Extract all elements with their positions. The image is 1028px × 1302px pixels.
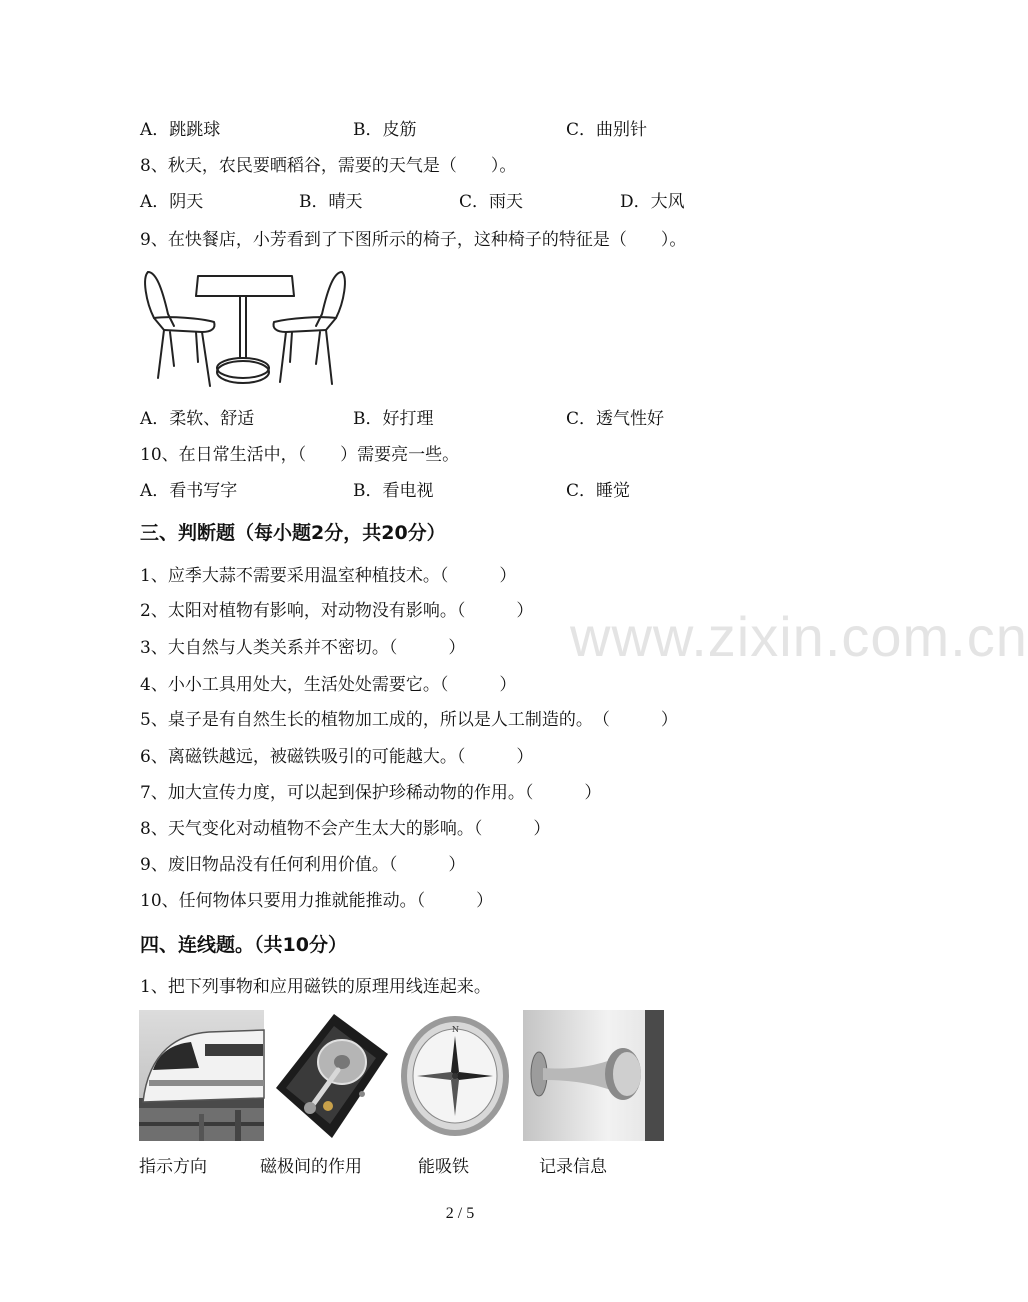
match-question-1: 1、把下列事物和应用磁铁的原理用线连起来。 bbox=[140, 977, 491, 997]
q10-option-b: B．看电视 bbox=[353, 481, 434, 501]
q10-text: 10、在日常生活中，（ ）需要亮一些。 bbox=[140, 445, 460, 465]
match-label-direction: 指示方向 bbox=[139, 1157, 207, 1177]
judge-item-3: 3、大自然与人类关系并不密切。（ ） bbox=[140, 638, 466, 658]
q9-text: 9、在快餐店，小芳看到了下图所示的椅子，这种椅子的特征是（ ）。 bbox=[140, 230, 687, 250]
judge-item-4: 4、小小工具用处大，生活处处需要它。（ ） bbox=[140, 675, 517, 695]
q9-option-c: C．透气性好 bbox=[566, 409, 665, 429]
hard-disk-drawing bbox=[272, 1010, 390, 1141]
q10-option-a: A．看书写字 bbox=[140, 481, 238, 501]
q9-option-a: A．柔软、舒适 bbox=[140, 409, 255, 429]
maglev-train-photo bbox=[139, 1010, 264, 1141]
watermark: www.zixin.com.cn bbox=[570, 605, 1028, 668]
q7-option-a: A．跳跳球 bbox=[140, 120, 221, 140]
judge-item-5: 5、桌子是有自然生长的植物加工成的，所以是人工制造的。 （ ） bbox=[140, 710, 678, 730]
judge-item-9: 9、废旧物品没有任何利用价值。（ ） bbox=[140, 855, 466, 875]
hard-disk-photo bbox=[272, 1010, 390, 1141]
match-label-poles: 磁极间的作用 bbox=[260, 1157, 362, 1177]
maglev-train-drawing bbox=[139, 1010, 264, 1141]
section4-heading: 四、连线题。（共10分） bbox=[140, 934, 347, 956]
q10-option-c: C．睡觉 bbox=[566, 481, 631, 501]
door-knob-drawing bbox=[523, 1010, 664, 1141]
q8-option-c: C．雨天 bbox=[459, 192, 524, 212]
judge-item-6: 6、离磁铁越远，被磁铁吸引的可能越大。（ ） bbox=[140, 747, 534, 767]
q8-text: 8、秋天，农民要晒稻谷，需要的天气是（ ）。 bbox=[140, 156, 517, 176]
compass-drawing bbox=[399, 1010, 512, 1141]
match-label-attract-iron: 能吸铁 bbox=[418, 1157, 469, 1177]
match-label-record-info: 记录信息 bbox=[539, 1157, 607, 1177]
page-number: 2 / 5 bbox=[445, 1205, 475, 1222]
judge-item-10: 10、任何物体只要用力推就能推动。（ ） bbox=[140, 891, 494, 911]
q8-option-d: D．大风 bbox=[620, 192, 685, 212]
door-knob-photo bbox=[523, 1010, 664, 1141]
section3-heading: 三、判断题（每小题2分，共20分） bbox=[140, 522, 446, 544]
q8-option-a: A．阴天 bbox=[140, 192, 204, 212]
judge-item-2: 2、太阳对植物有影响，对动物没有影响。（ ） bbox=[140, 601, 534, 621]
judge-item-8: 8、天气变化对动植物不会产生太大的影响。（ ） bbox=[140, 819, 551, 839]
q9-option-b: B．好打理 bbox=[353, 409, 434, 429]
q8-option-b: B．晴天 bbox=[299, 192, 363, 212]
q7-option-b: B．皮筋 bbox=[353, 120, 417, 140]
chairs-table-drawing bbox=[140, 266, 350, 390]
compass-photo bbox=[399, 1010, 512, 1141]
q7-option-c: C．曲别针 bbox=[566, 120, 648, 140]
judge-item-7: 7、加大宣传力度，可以起到保护珍稀动物的作用。（ ） bbox=[140, 783, 602, 803]
svg-text:N: N bbox=[452, 1025, 459, 1034]
judge-item-1: 1、应季大蒜不需要采用温室种植技术。（ ） bbox=[140, 566, 517, 586]
chairs-table-illustration bbox=[140, 266, 350, 390]
